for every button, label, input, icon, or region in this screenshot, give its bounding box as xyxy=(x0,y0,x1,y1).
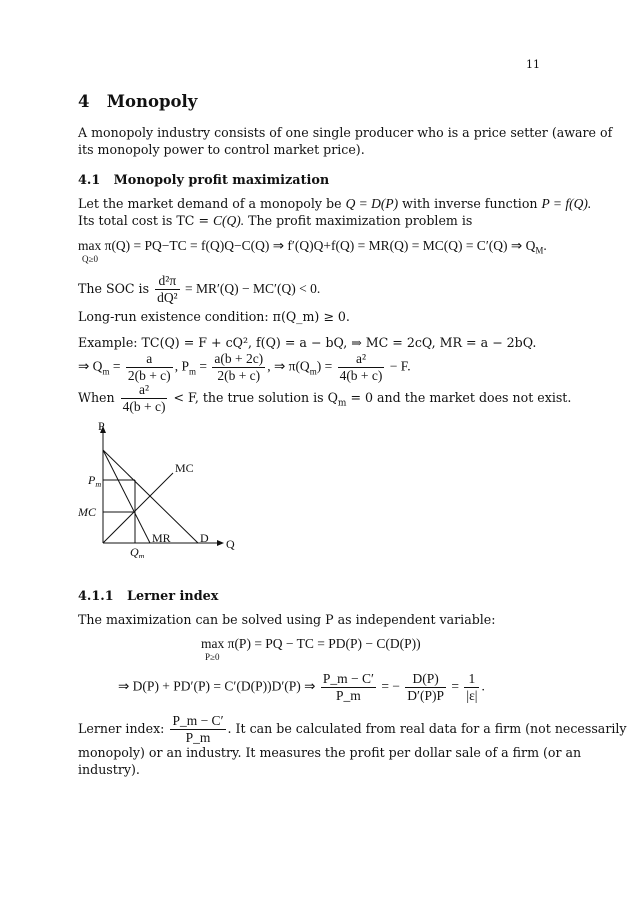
text: Lerner index: xyxy=(78,721,169,736)
math-sub: m xyxy=(188,366,196,377)
math: Q xyxy=(130,545,139,558)
demand-line-2 xyxy=(78,212,472,229)
demand-line-1 xyxy=(78,195,591,212)
math-sub: m xyxy=(102,366,110,377)
lerner-frac-3 xyxy=(464,671,479,704)
math: . xyxy=(481,678,485,694)
pm-label xyxy=(87,473,101,489)
subsubsection-heading xyxy=(78,589,218,604)
frac-num: a² xyxy=(121,382,168,399)
y-axis-label: P xyxy=(98,419,105,433)
lerner-index-line xyxy=(78,713,627,746)
frac-num: d²π xyxy=(155,273,180,290)
math: = MR′(Q) − MC′(Q) < 0. xyxy=(181,281,321,296)
text: < F, the true solution is Q xyxy=(169,390,338,405)
text: = 0 and the market does not exist. xyxy=(346,390,572,405)
example-line: Example: TC(Q) = F + cQ², f(Q) = a − bQ, ⇒ MC = 2cQ, MR = a − 2bQ. xyxy=(78,335,537,350)
section-number: 4 xyxy=(78,92,90,111)
max-op: max xyxy=(201,636,225,651)
frac-den: dQ² xyxy=(157,290,178,305)
math-sub: m xyxy=(95,480,102,489)
math: P = f(Q). xyxy=(541,196,592,211)
when-fraction xyxy=(121,382,168,415)
math-sub: m xyxy=(138,552,145,558)
soc-line xyxy=(78,273,320,306)
qm-fraction xyxy=(126,351,173,384)
frac-den: 2(b + c) xyxy=(127,368,171,383)
math-sub: m xyxy=(337,398,347,409)
frac-den: D′(P)P xyxy=(407,688,445,703)
x-axis-label: Q xyxy=(226,537,235,551)
math: . xyxy=(543,238,547,253)
text: Its total cost is TC = xyxy=(78,213,213,228)
text: The SOC is xyxy=(78,281,154,296)
example-solution-line xyxy=(78,351,411,384)
frac-num: a xyxy=(126,351,173,368)
subsection-number: 4.1 xyxy=(78,173,101,188)
max-op: max xyxy=(78,238,102,253)
section-heading xyxy=(78,92,197,111)
lerner-frac-1 xyxy=(321,671,376,704)
frac-den: 2(b + c) xyxy=(217,368,261,383)
text: . It can be calculated from real data for a firm (not necessarily xyxy=(227,721,627,736)
soc-fraction xyxy=(155,273,180,306)
math: = − xyxy=(381,678,400,694)
math-sub: m xyxy=(309,366,317,377)
math: ⇒ D(P) + PD′(P) = C′(D(P))D′(P) ⇒ xyxy=(118,678,316,694)
frac-num: 1 xyxy=(464,671,479,688)
mc-curve-label: MC xyxy=(175,461,194,475)
lerner-intro: The maximization can be solved using P as independent variable: xyxy=(78,612,496,627)
math: ⇒ Q xyxy=(78,358,103,374)
lerner-line-2: monopoly) or an industry. It measures the profit per dollar sale of a firm (or an xyxy=(78,745,582,760)
math: , ⇒ π(Q xyxy=(267,358,310,374)
math: P xyxy=(88,473,96,487)
section-title: Monopoly xyxy=(106,92,198,111)
max-subscript: Q≥0 xyxy=(82,254,98,264)
subsection-heading xyxy=(78,173,329,188)
frac-den: P_m xyxy=(185,730,211,745)
text: with inverse function xyxy=(398,196,542,211)
frac-num: P_m − C′ xyxy=(322,671,374,686)
mc-level-label: MC xyxy=(78,505,96,519)
text: When xyxy=(78,390,119,405)
intro-line-1: A monopoly industry consists of one single producer who is a price setter (aware of xyxy=(78,125,613,140)
frac-num: P_m − C′ xyxy=(172,713,224,728)
lerner-frac-2 xyxy=(405,671,446,704)
max-equation xyxy=(78,238,547,256)
text: Let the market demand of a monopoly be xyxy=(78,196,346,211)
intro-line-2: its monopoly power to control market price). xyxy=(78,142,365,157)
frac-den: P_m xyxy=(336,688,361,703)
lerner-index-fraction xyxy=(170,713,225,746)
lerner-eq1-subscript: P≥0 xyxy=(205,652,220,662)
x-axis-arrow xyxy=(217,540,224,546)
frac-num: a(b + 2c) xyxy=(214,351,264,366)
math: ) = xyxy=(316,358,336,374)
subsubsection-number: 4.1.1 xyxy=(78,589,114,604)
when-line xyxy=(78,382,571,415)
math: = xyxy=(109,358,124,374)
math: C(Q). xyxy=(213,213,245,228)
frac-num: D(P) xyxy=(405,671,446,688)
pm-fraction xyxy=(212,351,265,384)
math: = xyxy=(451,678,460,694)
math: , P xyxy=(174,358,189,374)
subsection-title: Monopoly profit maximization xyxy=(113,173,330,188)
longrun-line: Long-run existence condition: π(Q_m) ≥ 0. xyxy=(78,309,350,324)
lerner-eq2 xyxy=(118,671,485,704)
frac-den: |ε| xyxy=(466,688,478,703)
mr-curve xyxy=(103,450,150,543)
math-sub: M xyxy=(535,245,544,256)
math: − F. xyxy=(386,358,411,374)
mr-label: MR xyxy=(152,531,171,545)
frac-den: 4(b + c) xyxy=(339,368,383,383)
qm-label xyxy=(130,545,145,558)
math: = xyxy=(195,358,211,374)
lerner-eq1 xyxy=(201,636,421,652)
lerner-eq1-body: π(P) = PQ − TC = PD(P) − C(D(P)) xyxy=(227,636,421,651)
pi-fraction xyxy=(338,351,385,384)
d-label: D xyxy=(200,531,209,545)
math: Q = D(P) xyxy=(345,196,399,211)
frac-den: 4(b + c) xyxy=(122,399,166,414)
frac-num: a² xyxy=(338,351,385,368)
max-equation-body: π(Q) = PQ−TC = f(Q)Q−C(Q) ⇒ f′(Q)Q+f(Q) = MR(Q) = MC(Q) = C′(Q) ⇒ Q xyxy=(104,238,536,253)
lerner-line-3: industry). xyxy=(78,762,140,777)
text: The profit maximization problem is xyxy=(244,213,473,228)
monopoly-graph xyxy=(78,418,258,558)
subsubsection-title: Lerner index xyxy=(127,589,219,604)
page-number: 11 xyxy=(526,58,540,71)
